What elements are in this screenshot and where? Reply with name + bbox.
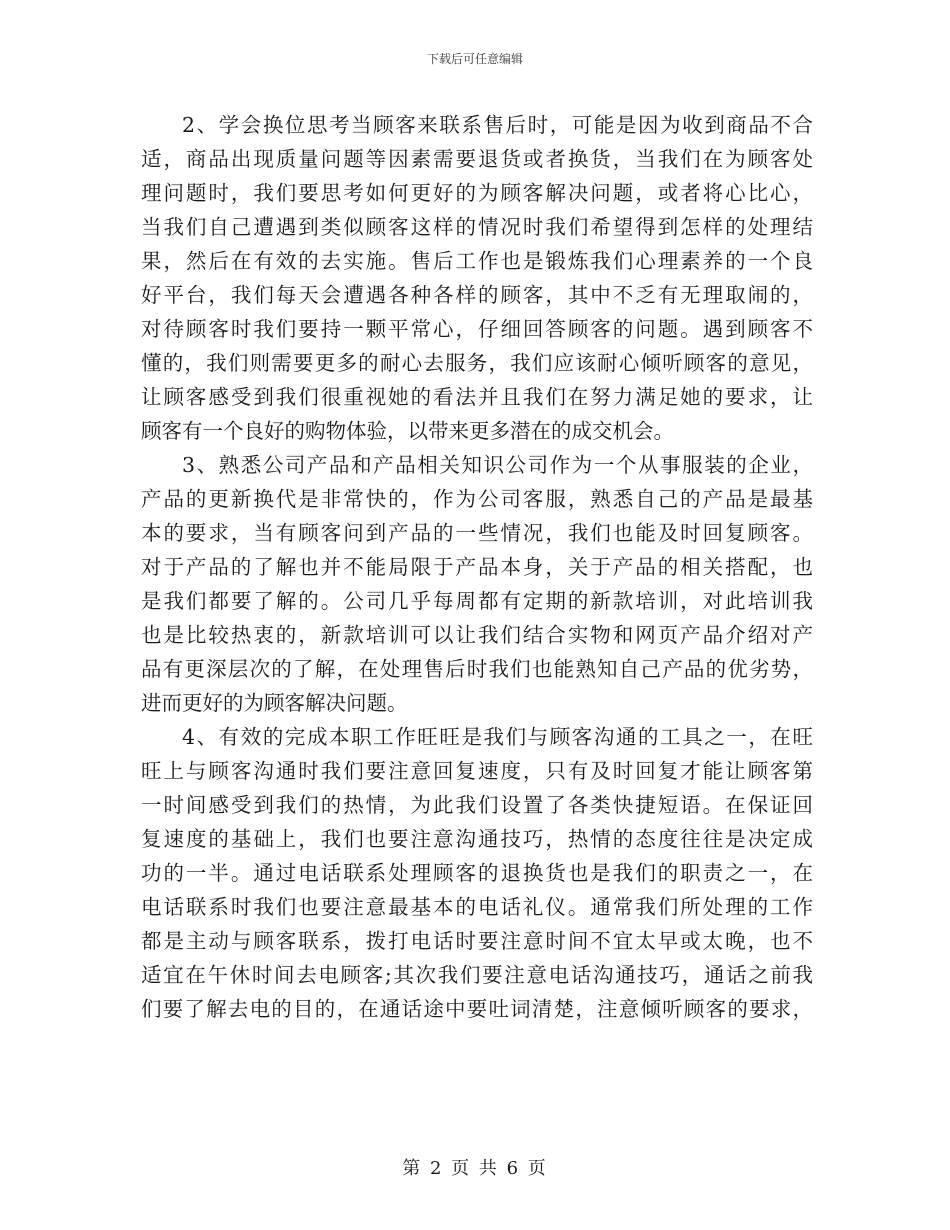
paragraph-line: 是我们都要了解的。公司几乎每周都有定期的新款培训，对此培训我 xyxy=(141,589,813,613)
paragraph-line: 果，然后在有效的去实施。售后工作也是锻炼我们心理素养的一个良 xyxy=(141,249,813,273)
paragraph-line: 顾客有一个良好的购物体验，以带来更多潜在的成交机会。 xyxy=(141,419,674,443)
paragraph-line: 复速度的基础上，我们也要注意沟通技巧，热情的态度往往是决定成 xyxy=(141,827,813,851)
paragraph-line: 一时间感受到我们的热情，为此我们设置了各类快捷短语。在保证回 xyxy=(141,793,813,817)
paragraph-line: 进而更好的为顾客解决问题。 xyxy=(141,691,408,715)
paragraph-line: 好平台，我们每天会遭遇各种各样的顾客，其中不乏有无理取闹的， xyxy=(141,283,813,307)
page-footer: 第 2 页 共 6 页 xyxy=(402,1158,548,1179)
paragraph-line: 4、有效的完成本职工作旺旺是我们与顾客沟通的工具之一，在旺 xyxy=(182,725,813,749)
paragraph-line: 都是主动与顾客联系，拨打电话时要注意时间不宜太早或太晚，也不 xyxy=(141,929,813,953)
paragraph-line: 适宜在午休时间去电顾客;其次我们要注意电话沟通技巧，通话之前我 xyxy=(141,963,813,987)
paragraph-line: 产品的更新换代是非常快的，作为公司客服，熟悉自己的产品是最基 xyxy=(141,487,813,511)
paragraph-line: 让顾客感受到我们很重视她的看法并且我们在努力满足她的要求，让 xyxy=(141,385,813,409)
page-header: 下载后可任意编辑 xyxy=(426,52,523,66)
paragraph-line: 当我们自己遭遇到类似顾客这样的情况时我们希望得到怎样的处理结 xyxy=(141,215,813,239)
paragraph-2 xyxy=(141,108,813,448)
paragraph-line: 也是比较热衷的，新款培训可以让我们结合实物和网页产品介绍对产 xyxy=(141,623,813,647)
paragraph-line: 懂的，我们则需要更多的耐心去服务，我们应该耐心倾听顾客的意见， xyxy=(141,351,813,375)
paragraph-line: 理问题时，我们要思考如何更好的为顾客解决问题，或者将心比心， xyxy=(141,181,813,205)
paragraph-line: 3、熟悉公司产品和产品相关知识公司作为一个从事服装的企业， xyxy=(182,453,813,477)
paragraph-line: 功的一半。通过电话联系处理顾客的退换货也是我们的职责之一，在 xyxy=(141,861,813,885)
paragraph-line: 2、学会换位思考当顾客来联系售后时，可能是因为收到商品不合 xyxy=(182,113,813,137)
paragraph-3 xyxy=(141,448,813,720)
paragraph-line: 们要了解去电的目的，在通话途中要吐词清楚，注意倾听顾客的要求， xyxy=(141,997,813,1021)
paragraph-line: 旺上与顾客沟通时我们要注意回复速度，只有及时回复才能让顾客第 xyxy=(141,759,813,783)
paragraph-line: 对待顾客时我们要持一颗平常心，仔细回答顾客的问题。遇到顾客不 xyxy=(141,317,813,341)
document-body xyxy=(141,108,813,1026)
paragraph-line: 电话联系时我们也要注意最基本的电话礼仪。通常我们所处理的工作 xyxy=(141,895,813,919)
paragraph-line: 品有更深层次的了解，在处理售后时我们也能熟知自己产品的优劣势， xyxy=(141,657,813,681)
paragraph-line: 适，商品出现质量问题等因素需要退货或者换货，当我们在为顾客处 xyxy=(141,147,813,171)
paragraph-4 xyxy=(141,720,813,1026)
paragraph-line: 本的要求，当有顾客问到产品的一些情况，我们也能及时回复顾客。 xyxy=(141,521,813,545)
paragraph-line: 对于产品的了解也并不能局限于产品本身，关于产品的相关搭配，也 xyxy=(141,555,813,579)
